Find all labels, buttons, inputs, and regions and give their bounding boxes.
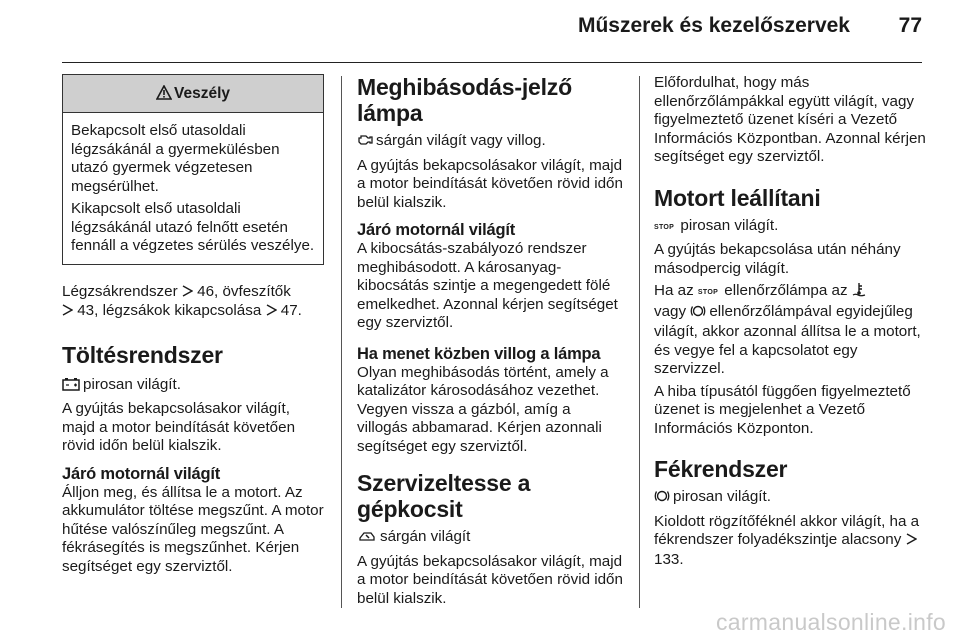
column-divider-1: [341, 76, 342, 608]
malfunction-text-1: A gyújtás bekapcsolásakor világít, majd a motor beindítását követően rövid időn belül kialszik.: [357, 156, 623, 211]
stop-lit-label: pirosan világít.: [680, 216, 779, 234]
ref-deactivation-number: 47.: [280, 302, 302, 319]
page-reference-icon: [906, 532, 917, 551]
header-divider: [62, 62, 922, 63]
stop-text-2b: ellenőrzőlámpa az: [724, 282, 848, 299]
service-lit-label: sárgán világít: [380, 528, 471, 545]
page-reference-icon: [266, 303, 277, 322]
page-reference-icon: [62, 303, 73, 322]
section-heading-service: Szervizeltesse a gépkocsit: [357, 470, 531, 522]
section-heading-stop-engine: Motort leállítani: [654, 184, 821, 211]
continuation-text: Előfordulhat, hogy más ellenőrzőlámpákkal együtt világít, vagy figyelmeztető üzenet kíséri a Vezető Információs Központban. Azonnal kérjen segítséget egy szerviztől.: [654, 74, 926, 165]
danger-text-1: Bekapcsolt első utasoldali légzsákánál a gyermekülésben utazó gyermek végzetesen megsérülhet.: [71, 122, 280, 195]
stop-text-2: [654, 282, 926, 379]
service-lit-text: [357, 528, 625, 549]
charging-lit-label: pirosan világít.: [83, 375, 181, 393]
brake-lit-text: [654, 488, 926, 509]
danger-label: Veszély: [173, 85, 231, 102]
page-header-title: Műszerek és kezelőszervek: [577, 14, 850, 37]
stop-text-3: A hiba típusától függően figyelmeztető üzenet is megjelenhet a Vezető Információs Központon.: [654, 382, 911, 437]
stop-text-2d: ellenőrzőlámpával egyidejűleg világít, akkor azonnal állítsa le a motort, és vegye fel a kapcsolatot egy szervizzel.: [654, 302, 921, 377]
stop-text-2c: vagy: [654, 302, 687, 320]
heading-line-1: Meghibásodás-jelző: [357, 74, 572, 100]
subheading-engine-running: Járó motornál világít: [357, 221, 516, 239]
charging-lit-text: [62, 376, 324, 397]
engine-check-icon: [357, 133, 373, 153]
danger-box-header: [63, 75, 323, 113]
cross-reference-paragraph: [62, 283, 324, 322]
stop-indicator-icon: STOP: [654, 223, 675, 231]
page-number: 77: [898, 14, 922, 37]
stop-text-1: A gyújtás bekapcsolása után néhány másodpercig világít.: [654, 241, 901, 277]
brake-text: [654, 513, 926, 570]
danger-text-2: Kikapcsolt első utasoldali légzsákánál utazó felnőtt esetén fennáll a végzetes sérülés veszélye.: [71, 200, 315, 254]
battery-icon: [62, 377, 80, 397]
danger-box: [62, 74, 324, 265]
heading-line-2: lámpa: [357, 100, 423, 126]
subheading-flashing: Ha menet közben villog a lámpa: [357, 344, 601, 363]
stop-lit-text: [654, 217, 926, 238]
brake-lit-label: pirosan világít.: [673, 488, 771, 505]
column-1: [62, 74, 324, 580]
column-divider-2: [639, 76, 640, 608]
brake-text-body: Kioldott rögzítőféknél akkor világít, ha a fékrendszer folyadékszintje alacsony: [654, 512, 920, 548]
column-3: [654, 74, 926, 573]
wrench-car-icon: [357, 529, 377, 549]
ref-belt-number: 43, légzsákok kikapcsolása: [77, 302, 262, 319]
malfunction-lit-label: sárgán világít vagy villog.: [376, 132, 546, 149]
watermark: carmanualsonline.info: [715, 609, 946, 635]
charging-text-2: Álljon meg, és állítsa le a motort. Az akkumulátor töltése megszűnt. A motor hűtése valószínűleg megszűnt. A fékrásegítés is megszűnhet. Kérjen segítséget egy szerviztől.: [62, 483, 324, 575]
service-text: A gyújtás bekapcsolásakor világít, majd a motor beindítását követően rövid időn belül kialszik.: [357, 552, 623, 607]
section-heading-malfunction: [357, 74, 625, 126]
ref-airbag-label: Légzsákrendszer: [62, 282, 178, 300]
brake-ref-number: 133.: [654, 550, 684, 568]
brake-warning-icon: [654, 489, 670, 509]
column-2: [357, 74, 625, 612]
section-heading-brake: Fékrendszer: [654, 456, 788, 482]
stop-indicator-icon: STOP: [697, 289, 719, 296]
warning-triangle-icon: [156, 77, 172, 114]
coolant-temperature-icon: [852, 282, 866, 303]
malfunction-text-2: A kibocsátás-szabályozó rendszer meghibásodott. A károsanyag-kibocsátás szintje a megengedett fölé emelkedhet. Azonnal kérjen segítséget egy szerviztől.: [357, 240, 618, 331]
page-reference-icon: [182, 284, 193, 303]
brake-warning-icon: [690, 304, 706, 324]
malfunction-text-3: Olyan meghibásodás történt, amely a katalizátor károsodásához vezethet. Vegyen vissza a gázból, amíg a villogás abbamarad. Kérjen azonnali segítséget egy szerviztől.: [357, 363, 609, 455]
charging-text-1: A gyújtás bekapcsolásakor világít, majd a motor beindítását követően rövid időn belül kialszik.: [62, 400, 296, 454]
section-heading-charging: Töltésrendszer: [62, 341, 223, 368]
malfunction-lit-text: [357, 132, 625, 153]
ref-airbag-number: 46, övfeszítők: [197, 282, 291, 300]
stop-text-2a: Ha az: [654, 282, 694, 299]
subheading-engine-running: Járó motornál világít: [62, 464, 221, 483]
